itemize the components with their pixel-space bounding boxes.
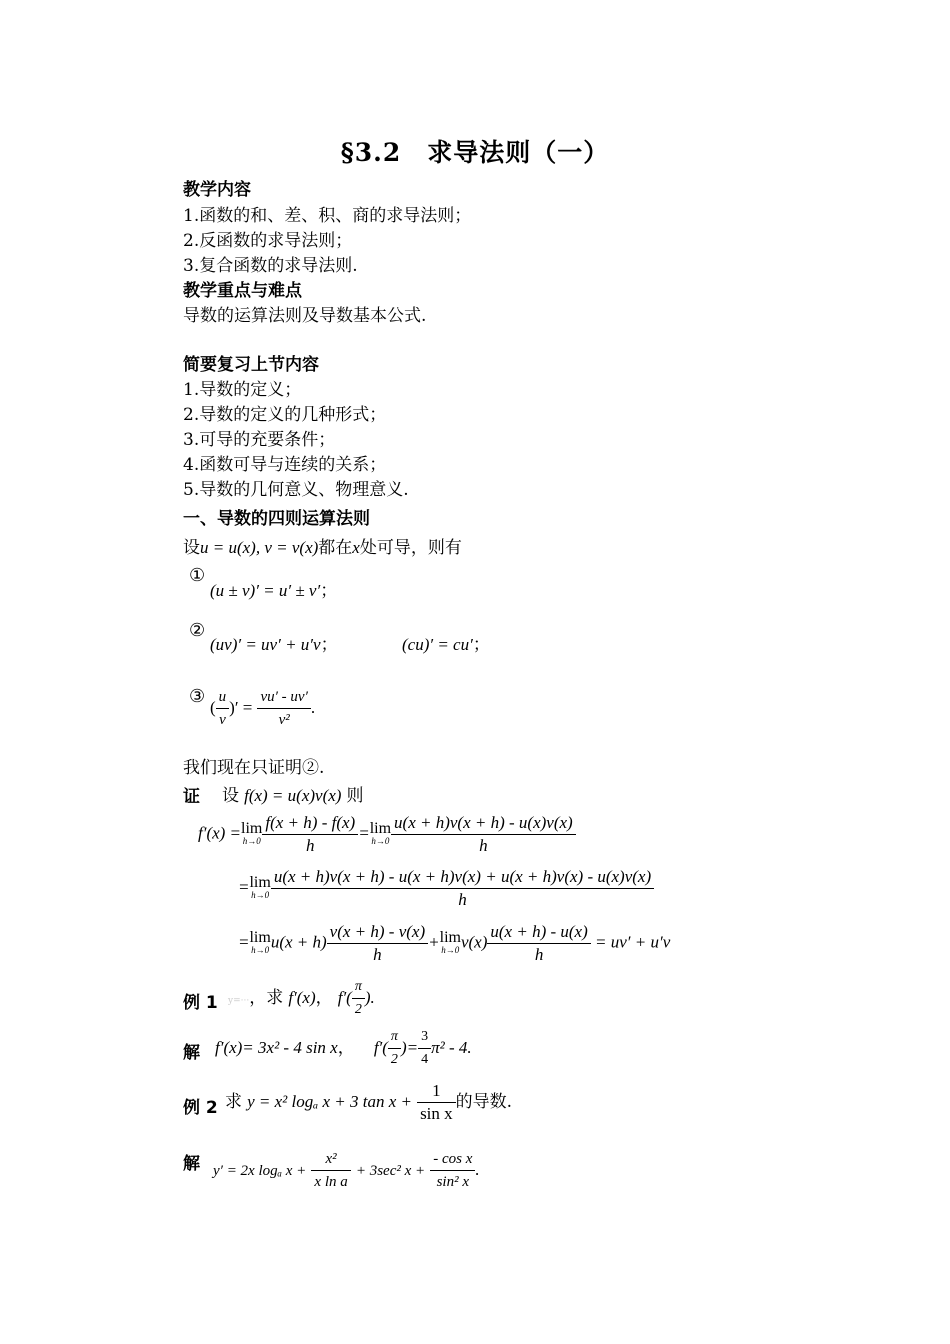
solution-math: y′ = 2x logₐ x + — [213, 1163, 307, 1179]
lim: lim — [241, 819, 263, 837]
rules-intro — [183, 533, 462, 558]
lim-sub: h→0 — [251, 889, 270, 900]
frac-num: 3 — [418, 1026, 431, 1049]
example-2-label: 例 2 — [183, 1098, 218, 1118]
intro-text: 设 — [183, 538, 200, 558]
example-math: f′( — [337, 988, 352, 1007]
lim-sub: h→0 — [242, 835, 261, 846]
frac-den: 2 — [354, 1002, 362, 1017]
rule-end: ； — [320, 581, 338, 601]
rule-end: ； — [320, 635, 338, 655]
heading-review: 简要复习上节内容 — [183, 355, 319, 375]
solution-math: f′(x)= 3x² - 4 sin x — [215, 1038, 338, 1057]
plus: + — [428, 932, 440, 952]
eq: = — [238, 932, 250, 952]
rule-eq: )′ = — [229, 698, 253, 717]
comma: ， — [337, 1038, 355, 1058]
solution-math: )= — [400, 1038, 419, 1057]
frac-den: 2 — [390, 1052, 398, 1067]
frac-num: x² — [311, 1148, 350, 1171]
frac-num: u(x + h) - u(x) — [487, 921, 590, 944]
setup-math: f(x) = u(x)v(x) — [244, 786, 342, 805]
rule-number: ② — [189, 620, 206, 641]
rule-formula: (cu)′ = cu′ — [402, 635, 473, 654]
frac-den: sin x — [420, 1104, 453, 1123]
solution-1 — [215, 1026, 472, 1071]
lim: lim — [369, 819, 392, 837]
frac-den: sin² x — [436, 1174, 470, 1190]
rule-number: ① — [189, 565, 206, 586]
frac-den: h — [534, 945, 544, 964]
frac-num: - cos x — [430, 1148, 475, 1171]
rule-formula: (u ± v)′ = u′ ± v′ — [210, 581, 321, 600]
rule-product — [210, 630, 338, 655]
setup-text: 设 — [222, 786, 239, 806]
solution-2 — [213, 1148, 480, 1193]
example-2-question — [225, 1080, 512, 1125]
list-item: 4.函数可导与连续的关系； — [183, 455, 387, 475]
proof-line-3 — [238, 921, 670, 966]
example-math: f′(x) — [288, 988, 316, 1007]
rule-end: ； — [472, 635, 490, 655]
frac-den: h — [458, 890, 467, 909]
frac-num: 1 — [417, 1080, 456, 1103]
solution-math: π² - 4. — [431, 1038, 472, 1057]
solution-end: . — [475, 1160, 480, 1179]
frac-num: u — [216, 686, 230, 709]
example-1-label: 例 1 — [183, 993, 218, 1013]
lim-sub: h→0 — [371, 835, 390, 846]
ask-text: 求 — [225, 1092, 242, 1112]
proof-term: u(x + h) — [270, 932, 327, 952]
heading-key-points: 教学重点与难点 — [183, 281, 302, 301]
frac-den: 4 — [421, 1052, 429, 1067]
list-item: 2.反函数的求导法则； — [183, 231, 353, 251]
proof-line-1 — [198, 812, 576, 857]
tail-text: 的导数. — [455, 1092, 513, 1112]
intro-text: 处可导，则有 — [359, 538, 462, 558]
rule-quotient: ( $\frac{u}{v}$ )′ = $\frac{vu' - uv'}{\text{v²}}$ . — [210, 686, 315, 731]
frac-den: v² — [278, 712, 290, 728]
solution-math: f′( — [373, 1038, 388, 1057]
rule-sum — [210, 576, 337, 601]
frac-num: u(x + h)v(x + h) - u(x + h)v(x) + u(x + h)v(x) - u(x)v(x) — [271, 866, 654, 889]
example-math: y = x² logₐ x + 3 tan x + — [247, 1092, 412, 1111]
eq: = — [358, 823, 370, 843]
heading-teaching-content: 教学内容 — [183, 180, 251, 200]
frac-den: h — [306, 836, 315, 855]
key-points-text: 导数的运算法则及导数基本公式. — [183, 306, 427, 326]
lim: lim — [439, 928, 461, 946]
proof-line-2 — [238, 866, 654, 911]
proof-label: 证 — [183, 787, 200, 807]
list-item: 3.可导的充要条件； — [183, 430, 336, 450]
frac-num: π — [388, 1026, 401, 1049]
faint-formula: y=··· — [228, 996, 250, 1006]
lim-sub: h→0 — [441, 944, 460, 955]
frac-num: v(x + h) - v(x) — [327, 921, 428, 944]
list-item: 5.导数的几何意义、物理意义. — [183, 480, 409, 500]
intro-math: u = u(x), v = v(x) — [200, 538, 319, 557]
proof-lhs: f′(x) = — [198, 823, 242, 843]
frac-num: vu′ - uv′ — [257, 686, 310, 709]
frac-num: π — [352, 976, 365, 999]
rule-formula: (uv)′ = uv′ + u′v — [210, 635, 321, 654]
ask-text: ，求 — [249, 988, 284, 1008]
lim: lim — [249, 873, 271, 891]
setup-text: 则 — [346, 786, 364, 806]
solution-1-label: 解 — [183, 1043, 200, 1063]
comma: ， — [315, 988, 333, 1008]
prove-note: 我们现在只证明②. — [183, 758, 325, 778]
proof-setup — [222, 781, 364, 806]
example-1-question — [228, 976, 375, 1021]
list-item: 3.复合函数的求导法则. — [183, 256, 358, 276]
intro-math: x — [352, 538, 360, 557]
frac-den: v — [219, 712, 226, 728]
frac-den: h — [479, 836, 488, 855]
frac-num: u(x + h)v(x + h) - u(x)v(x) — [391, 812, 576, 835]
example-math: ). — [364, 988, 375, 1007]
lim-sub: h→0 — [251, 944, 270, 955]
proof-term: v(x) — [460, 932, 488, 952]
solution-math: + 3sec² x + — [355, 1163, 426, 1179]
rule-number: ③ — [189, 686, 206, 707]
rule-end: . — [310, 698, 316, 717]
frac-den: h — [373, 945, 382, 964]
lim: lim — [249, 928, 271, 946]
list-item: 2.导数的定义的几种形式； — [183, 405, 387, 425]
frac-num: f(x + h) - f(x) — [262, 812, 358, 835]
intro-text: 都在 — [318, 538, 353, 558]
list-item: 1.导数的定义； — [183, 380, 302, 400]
page-title: §3.2 求导法则（一） — [340, 138, 610, 167]
solution-2-label: 解 — [183, 1154, 200, 1174]
eq: = — [238, 877, 250, 897]
frac-den: x ln a — [314, 1174, 348, 1190]
rule-constant — [402, 630, 490, 655]
proof-result: = uv′ + u′v — [595, 932, 671, 952]
list-item: 1.函数的和、差、积、商的求导法则； — [183, 206, 472, 226]
heading-four-rules: 一、导数的四则运算法则 — [183, 509, 370, 529]
